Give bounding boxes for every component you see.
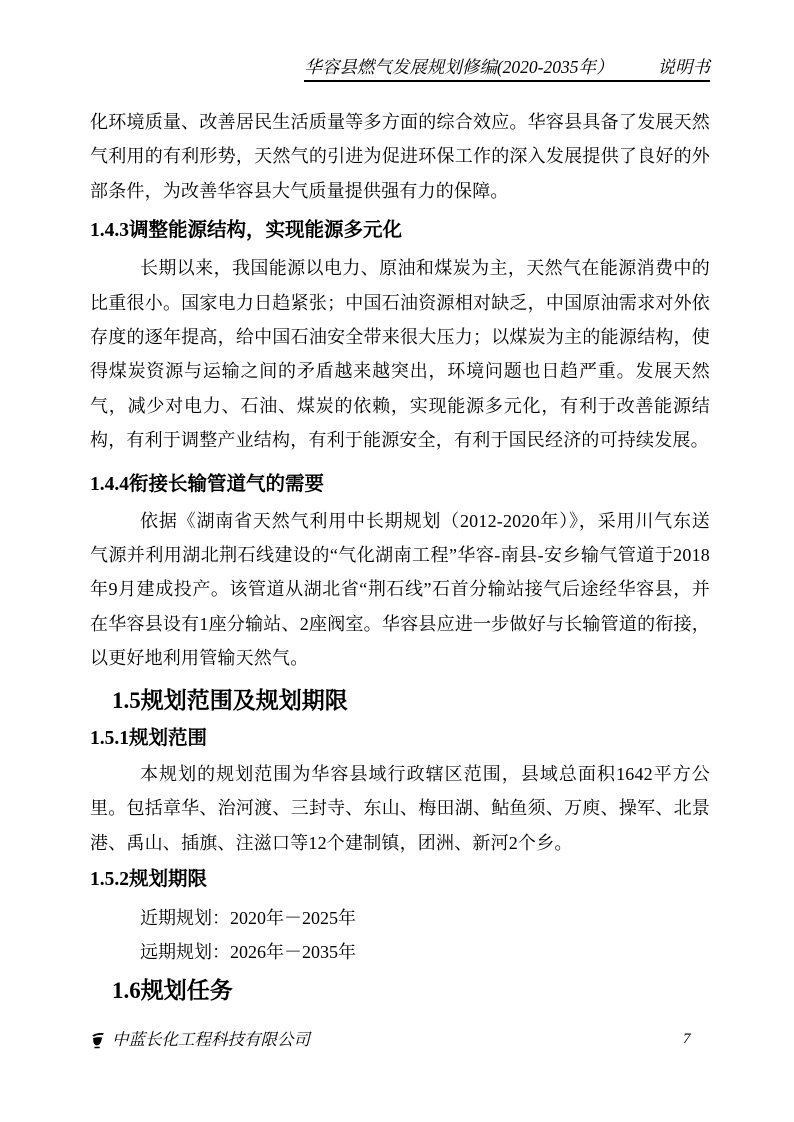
heading-label: 规划范围: [129, 726, 208, 749]
heading-label: 规划范围及规划期限: [140, 686, 348, 713]
heading-label: 规划期限: [129, 867, 208, 890]
heading-number: 1.4.3: [90, 220, 129, 242]
subsection-heading-1-4-4: [90, 470, 710, 499]
header-title-text: 华容县燃气发展规划修编(2020-2035年）: [304, 57, 614, 77]
page-number: 7: [683, 1031, 691, 1047]
subsection-heading-1-5-2: [90, 865, 710, 894]
company-logo-icon: [88, 1031, 106, 1050]
document-body: [90, 105, 710, 1007]
subsection-heading-1-4-3: [90, 216, 710, 245]
heading-label: 调整能源结构，实现能源多元化: [129, 219, 403, 242]
page-header: [90, 56, 710, 82]
heading-label: 规划任务: [140, 976, 233, 1003]
far-term-plan-line: 远期规划：2026年－2035年: [140, 942, 356, 963]
heading-number: 1.5.1: [90, 727, 129, 749]
header-title: [304, 56, 710, 82]
heading-label: 衔接长输管道气的需要: [129, 472, 325, 495]
section-heading-1-5: [90, 684, 710, 717]
heading-number: 1.5.2: [90, 868, 129, 890]
near-term-plan-line: 近期规划：2020年－2025年: [140, 907, 356, 928]
paragraph: 化环境质量、改善居民生活质量等多方面的综合效应。华容县具备了发展天然气利用的有利形势，天然气的引进为促进环保工作的深入发展提供了良好的外部条件，为改善华容县大气质量提供强有力的保障。: [90, 112, 710, 201]
subsection-heading-1-5-1: [90, 724, 710, 753]
heading-number: 1.6: [112, 977, 141, 1003]
heading-number: 1.4.4: [90, 473, 129, 495]
header-doc-type: 说明书: [657, 57, 710, 77]
section-heading-1-6: [90, 974, 710, 1007]
paragraph: 本规划的规划范围为华容县域行政辖区范围，县域总面积1642平方公里。包括章华、治河渡、三封寺、东山、梅田湖、鲇鱼须、万庾、操军、北景港、禹山、插旗、注滋口等12个建制镇，团洲、新河2个乡。: [90, 763, 710, 853]
heading-number: 1.5: [112, 687, 141, 713]
paragraph: 长期以来，我国能源以电力、原油和煤炭为主，天然气在能源消费中的比重很小。国家电力日趋紧张；中国石油资源相对缺乏，中国原油需求对外依存度的逐年提高，给中国石油安全带来很大压力；以煤炭为主的能源结构，使得煤炭资源与运输之间的矛盾越来越突出，环境问题也日趋严重。发展天然气，减少对电力、石油、煤炭的依赖，实现能源多元化，有利于改善能源结构，有利于调整产业结构，有利于能源安全，有利于国民经济的可持续发展。: [90, 258, 710, 451]
paragraph: 依据《湖南省天然气利用中长期规划（2012-2020年）》，采用川气东送气源并利用湖北荆石线建设的“气化湖南工程”华容-南县-安乡输气管道于2018年9月建成投产。该管道从湖北省“荆石线”石首分输站接气后途经华容县，并在华容县设有1座分输站、2座阀室。华容县应进一步做好与长输管道的衔接，以更好地利用管输天然气。: [90, 510, 710, 669]
page-footer: [88, 1030, 706, 1050]
company-name: 中蓝长化工程科技有限公司: [112, 1030, 310, 1049]
